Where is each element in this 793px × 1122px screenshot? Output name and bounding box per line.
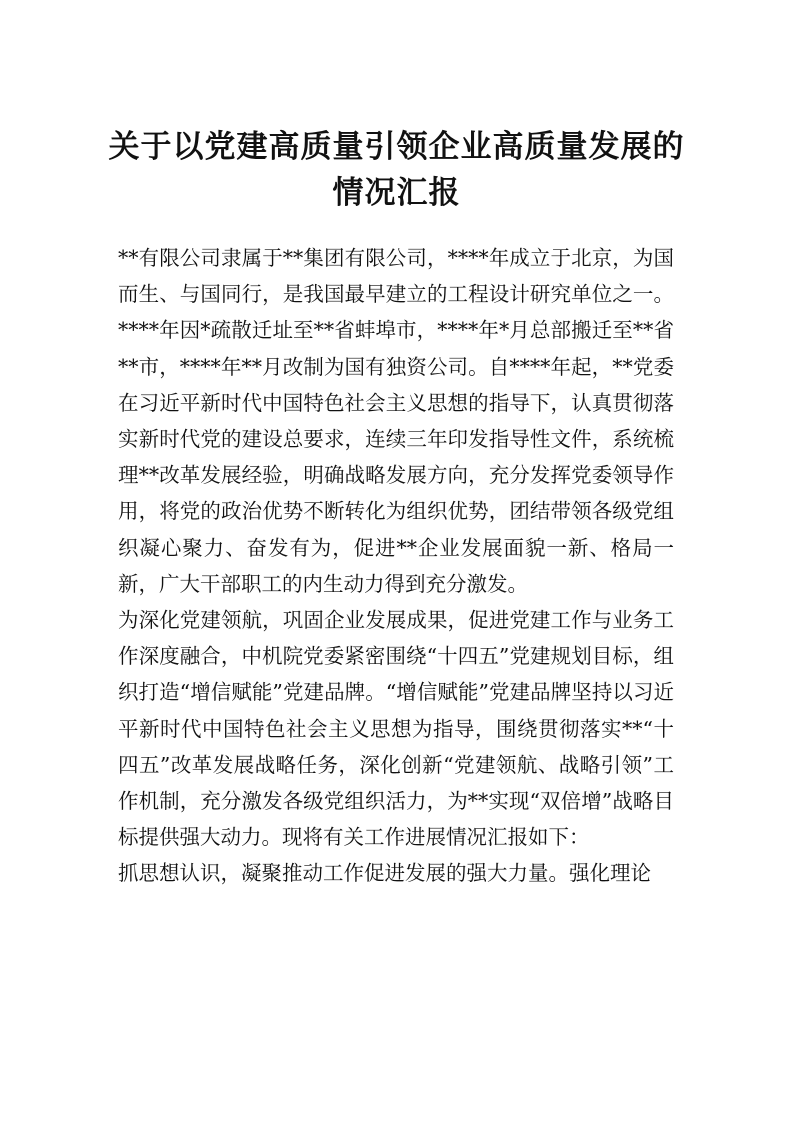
document-title-line-2: 情况汇报 [332,175,461,211]
paragraph-thought: 抓思想认识，凝聚推动工作促进发展的强大力量。强化理论 [118,861,651,886]
document-title-line-1: 关于以党建高质量引领企业高质量发展的 [108,129,685,165]
paragraph-intro: **有限公司隶属于**集团有限公司，****年成立于北京，为国而生、与国同行，是我国最早建立的工程设计研究单位之一。****年因*疏散迁址至**省蚌埠市，****年*月总部搬迁至**省**市，****年**月改制为国有独资公司。自****年起，**党委在习近平新时代中国特色社会主义思想的指导下，认真贯彻落实新时代党的建设总要求，连续三年印发指导性文件，系统梳理**改革发展经验，明确战略发展方向，充分发挥党委领导作用，将党的政治优势不断转化为组织优势，团结带领各级党组织凝心聚力、奋发有为，促进**企业发展面貌一新、格局一新，广大干部职工的内生动力得到充分激发。 [118,246,674,596]
paragraph-brand: 为深化党建领航，巩固企业发展成果，促进党建工作与业务工作深度融合，中机院党委紧密围绕“十四五”党建规划目标，组织打造“增信赋能”党建品牌。“增信赋能”党建品牌坚持以习近平新时代中国特色社会主义思想为指导，围绕贯彻落实**“十四五”改革发展战略任务，深化创新“党建领航、战略引领”工作机制，充分激发各级党组织活力，为**实现“双倍增”战略目标提供强大动力。现将有关工作进展情况汇报如下： [118,608,674,850]
document-body [118,240,674,892]
